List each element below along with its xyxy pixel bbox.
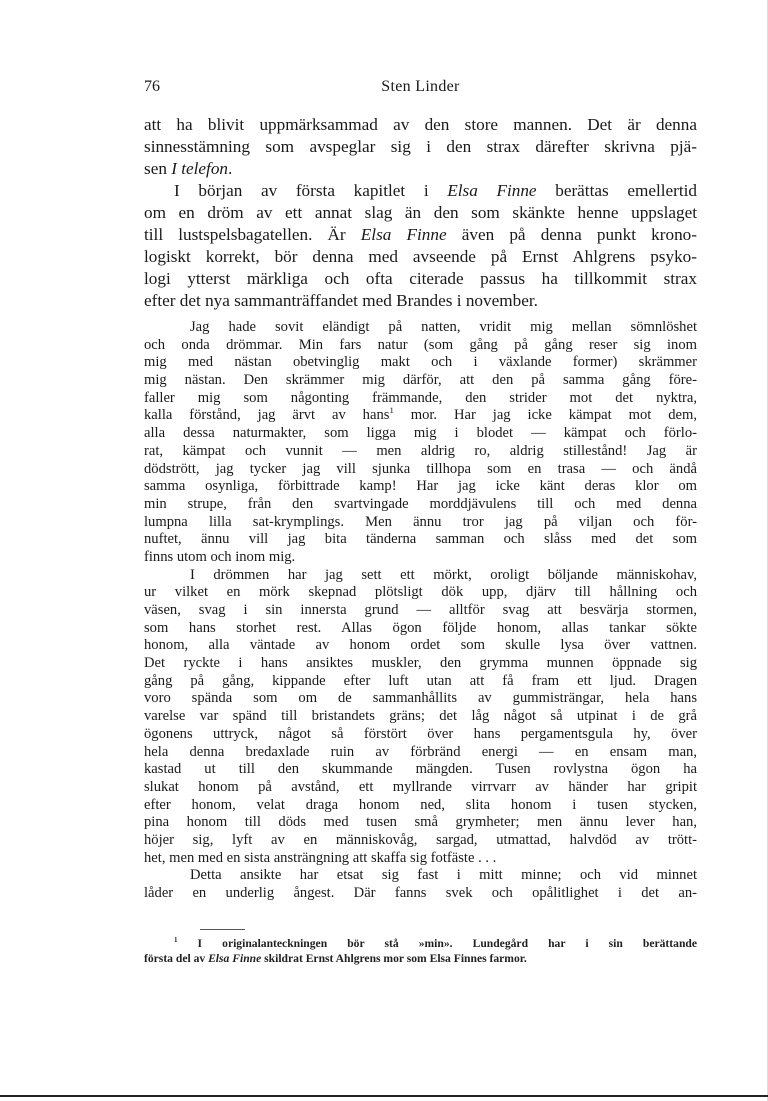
text-segment: även på denna punkt krono-: [446, 225, 697, 244]
text-segment: ur vilket en mörk skepnad plötsligt dök upp, djärv till hållning och: [144, 584, 697, 601]
text-line: [144, 584, 697, 602]
text-segment: rat, kämpat och vunnit — men aldrig ro, aldrig stillestånd! Jag är: [144, 442, 697, 459]
text-segment: skildrat Ernst Ahlgrens mor som Elsa Finnes farmor.: [261, 952, 527, 965]
text-segment: finns utom och inom mig.: [144, 548, 296, 565]
text-segment: efter det nya sammanträffandet med Brandes i november.: [144, 291, 538, 310]
text-line: [144, 951, 697, 966]
text-line: [144, 655, 697, 673]
text-line: [144, 319, 697, 337]
text-line: [144, 885, 697, 903]
text-line: [144, 390, 697, 408]
text-segment: I drömmen har jag sett ett mörkt, oroligt böljande människohav,: [190, 566, 697, 583]
text-segment: att ha blivit uppmärksammad av den store mannen. Det är denna: [144, 115, 697, 134]
text-segment: .: [228, 159, 233, 178]
text-segment: Det ryckte i hans ansiktes muskler, den grymma munnen öppnade sig: [144, 655, 697, 672]
text-segment: väsen, svag i sin innersta grund — alltför svag att besvärja stormen,: [144, 602, 697, 618]
text-segment: logiskt korrekt, bör denna med avseende på Ernst Ahlgrens psyko-: [144, 247, 697, 266]
footnote-marker: 1: [174, 936, 178, 945]
text-line: [144, 637, 697, 655]
body-text: [144, 114, 697, 312]
footnote-rule: [200, 929, 245, 930]
text-segment: höjer sig, lyft av en människovåg, sargad, utmattad, halvdöd av trött-: [144, 831, 697, 848]
text-segment: kalla förstånd, jag ärvt av hans: [144, 407, 390, 424]
text-segment: dödstrött, jag tycker jag vill sjunka tillhopa som en trasa — och ändå: [144, 460, 697, 477]
text-segment: hela denna bredaxlade ruin av förbränd energi — en ensam man,: [144, 743, 697, 760]
text-line: [144, 180, 697, 202]
text-segment: nuftet, ännu vill jag bita tänderna samman och slåss med det som: [144, 531, 697, 548]
text-line: [144, 549, 697, 567]
text-segment: berättas emellertid: [536, 181, 697, 200]
text-segment: mig med nästan obetvinglig makt och i växlande former) skrämmer: [144, 354, 697, 371]
text-line: [144, 850, 697, 868]
text-segment: min strupe, från den svartvingade morddjävulens till och med denna: [144, 495, 697, 512]
text-line: [144, 478, 697, 496]
scan-bottom-edge: [0, 1095, 768, 1097]
text-line: [144, 673, 697, 691]
text-segment: Jag hade sovit eländigt på natten, vridit mig mellan sömnlöshet: [190, 319, 697, 335]
text-segment: pina honom till döds med tusen små grymheter; men ännu lever han,: [144, 814, 697, 831]
text-line: [144, 136, 697, 158]
text-line: [144, 832, 697, 850]
text-segment: het, men med en sista ansträngning att skaffa sig fotfäste . . .: [144, 849, 497, 866]
text-segment: I originalanteckningen bör stå »min». Lundegård har i sin berättande: [177, 937, 697, 950]
text-line: [144, 690, 697, 708]
text-line: [144, 514, 697, 532]
text-line: [144, 496, 697, 514]
text-segment: efter honom, velat draga honom ned, slita honom i tusen stycken,: [144, 796, 697, 813]
text-segment: sinnesstämning som avspeglar sig i den strax därefter skrivna pjä-: [144, 137, 697, 156]
text-segment: första del av: [144, 952, 209, 965]
text-line: [144, 708, 697, 726]
text-segment: logi ytterst märkliga och ofta citerade passus ha tillkommit strax: [144, 269, 697, 288]
text-line: [144, 158, 697, 180]
text-segment: sen: [144, 159, 172, 178]
text-line: [144, 726, 697, 744]
text-line: [144, 936, 697, 951]
footnote-marker: 1: [389, 405, 394, 416]
text-line: [144, 372, 697, 390]
text-segment: till lustspelsbagatellen. Är: [144, 225, 361, 244]
text-line: [144, 779, 697, 797]
text-segment: och onda drömmar. Min fars natur (som gång på gång reser sig inom: [144, 336, 697, 353]
text-line: [144, 114, 697, 136]
text-line: [144, 425, 697, 443]
text-segment: kastad ut till den skummande mängden. Tusen rovlystna ögon ha: [144, 761, 697, 778]
text-segment: slukat honom på avstånd, ett myllrande virrvarr av händer har gripit: [144, 778, 697, 795]
text-segment: samma osynliga, förbittrade kamp! Har jag icke känt deras klor om: [144, 478, 697, 495]
text-segment: som hans storhet rest. Allas ögon följde honom, allas tankar sökte: [144, 619, 697, 636]
block-quote: [144, 319, 697, 903]
text-segment: om en dröm av ett annat slag än den som skänkte henne uppslaget: [144, 203, 697, 222]
text-segment: honom, alla väntade av honom ordet som skulle lysa över vattnen.: [144, 637, 697, 654]
text-segment: mor. Har jag icke kämpat mot dem,: [393, 407, 697, 424]
text-line: [144, 867, 697, 885]
text-segment: alla dessa naturmakter, som ligga mig i blodet — kämpat och förlo-: [144, 425, 697, 442]
italic-title: Elsa Finne: [360, 225, 447, 244]
italic-title: Elsa Finne: [447, 181, 537, 200]
text-segment: lumpna lilla sat-krymplings. Men ännu tror jag på viljan och för-: [144, 513, 697, 530]
text-line: [144, 337, 697, 355]
text-line: [144, 246, 697, 268]
running-head: Sten Linder: [381, 78, 460, 95]
text-line: [144, 744, 697, 762]
page-number: 76: [144, 78, 160, 95]
text-segment: Detta ansikte har etsat sig fast i mitt minne; och vid minnet: [190, 867, 697, 884]
text-line: [144, 761, 697, 779]
text-line: [144, 443, 697, 461]
text-segment: varelse var spänd till bristandets gräns; det låg något så utpinat i de grå: [144, 708, 697, 725]
text-line: [144, 407, 697, 425]
text-line: [144, 814, 697, 832]
italic-title: I telefon: [171, 159, 229, 178]
text-segment: voro spända som om de sammanhållits av gummisträngar, hela hans: [144, 690, 697, 707]
text-line: [144, 224, 697, 246]
text-segment: faller mig som någonting främmande, den strider mot det nyktra,: [144, 389, 697, 406]
text-line: [144, 461, 697, 479]
text-segment: mig nästan. Den skrämmer mig därför, att den på samma gång före-: [144, 372, 697, 389]
text-line: [144, 620, 697, 638]
text-line: [144, 797, 697, 815]
text-segment: ögonens uttryck, något så förstört över hans pergamentsgula hy, över: [144, 725, 697, 742]
text-segment: gång på gång, kippande efter luft utan att få fram ett ljud. Dragen: [144, 672, 697, 689]
text-line: [144, 531, 697, 549]
text-segment: låder en underlig ångest. Där fanns svek och opålitlighet i det an-: [144, 885, 697, 901]
text-line: [144, 202, 697, 224]
text-line: [144, 290, 697, 312]
footnote: [144, 936, 697, 966]
text-line: [144, 268, 697, 290]
text-line: [144, 567, 697, 585]
text-segment: I början av första kapitlet i: [174, 181, 448, 200]
text-line: [144, 602, 697, 620]
text-line: [144, 354, 697, 372]
italic-title: Elsa Finne: [208, 952, 262, 965]
